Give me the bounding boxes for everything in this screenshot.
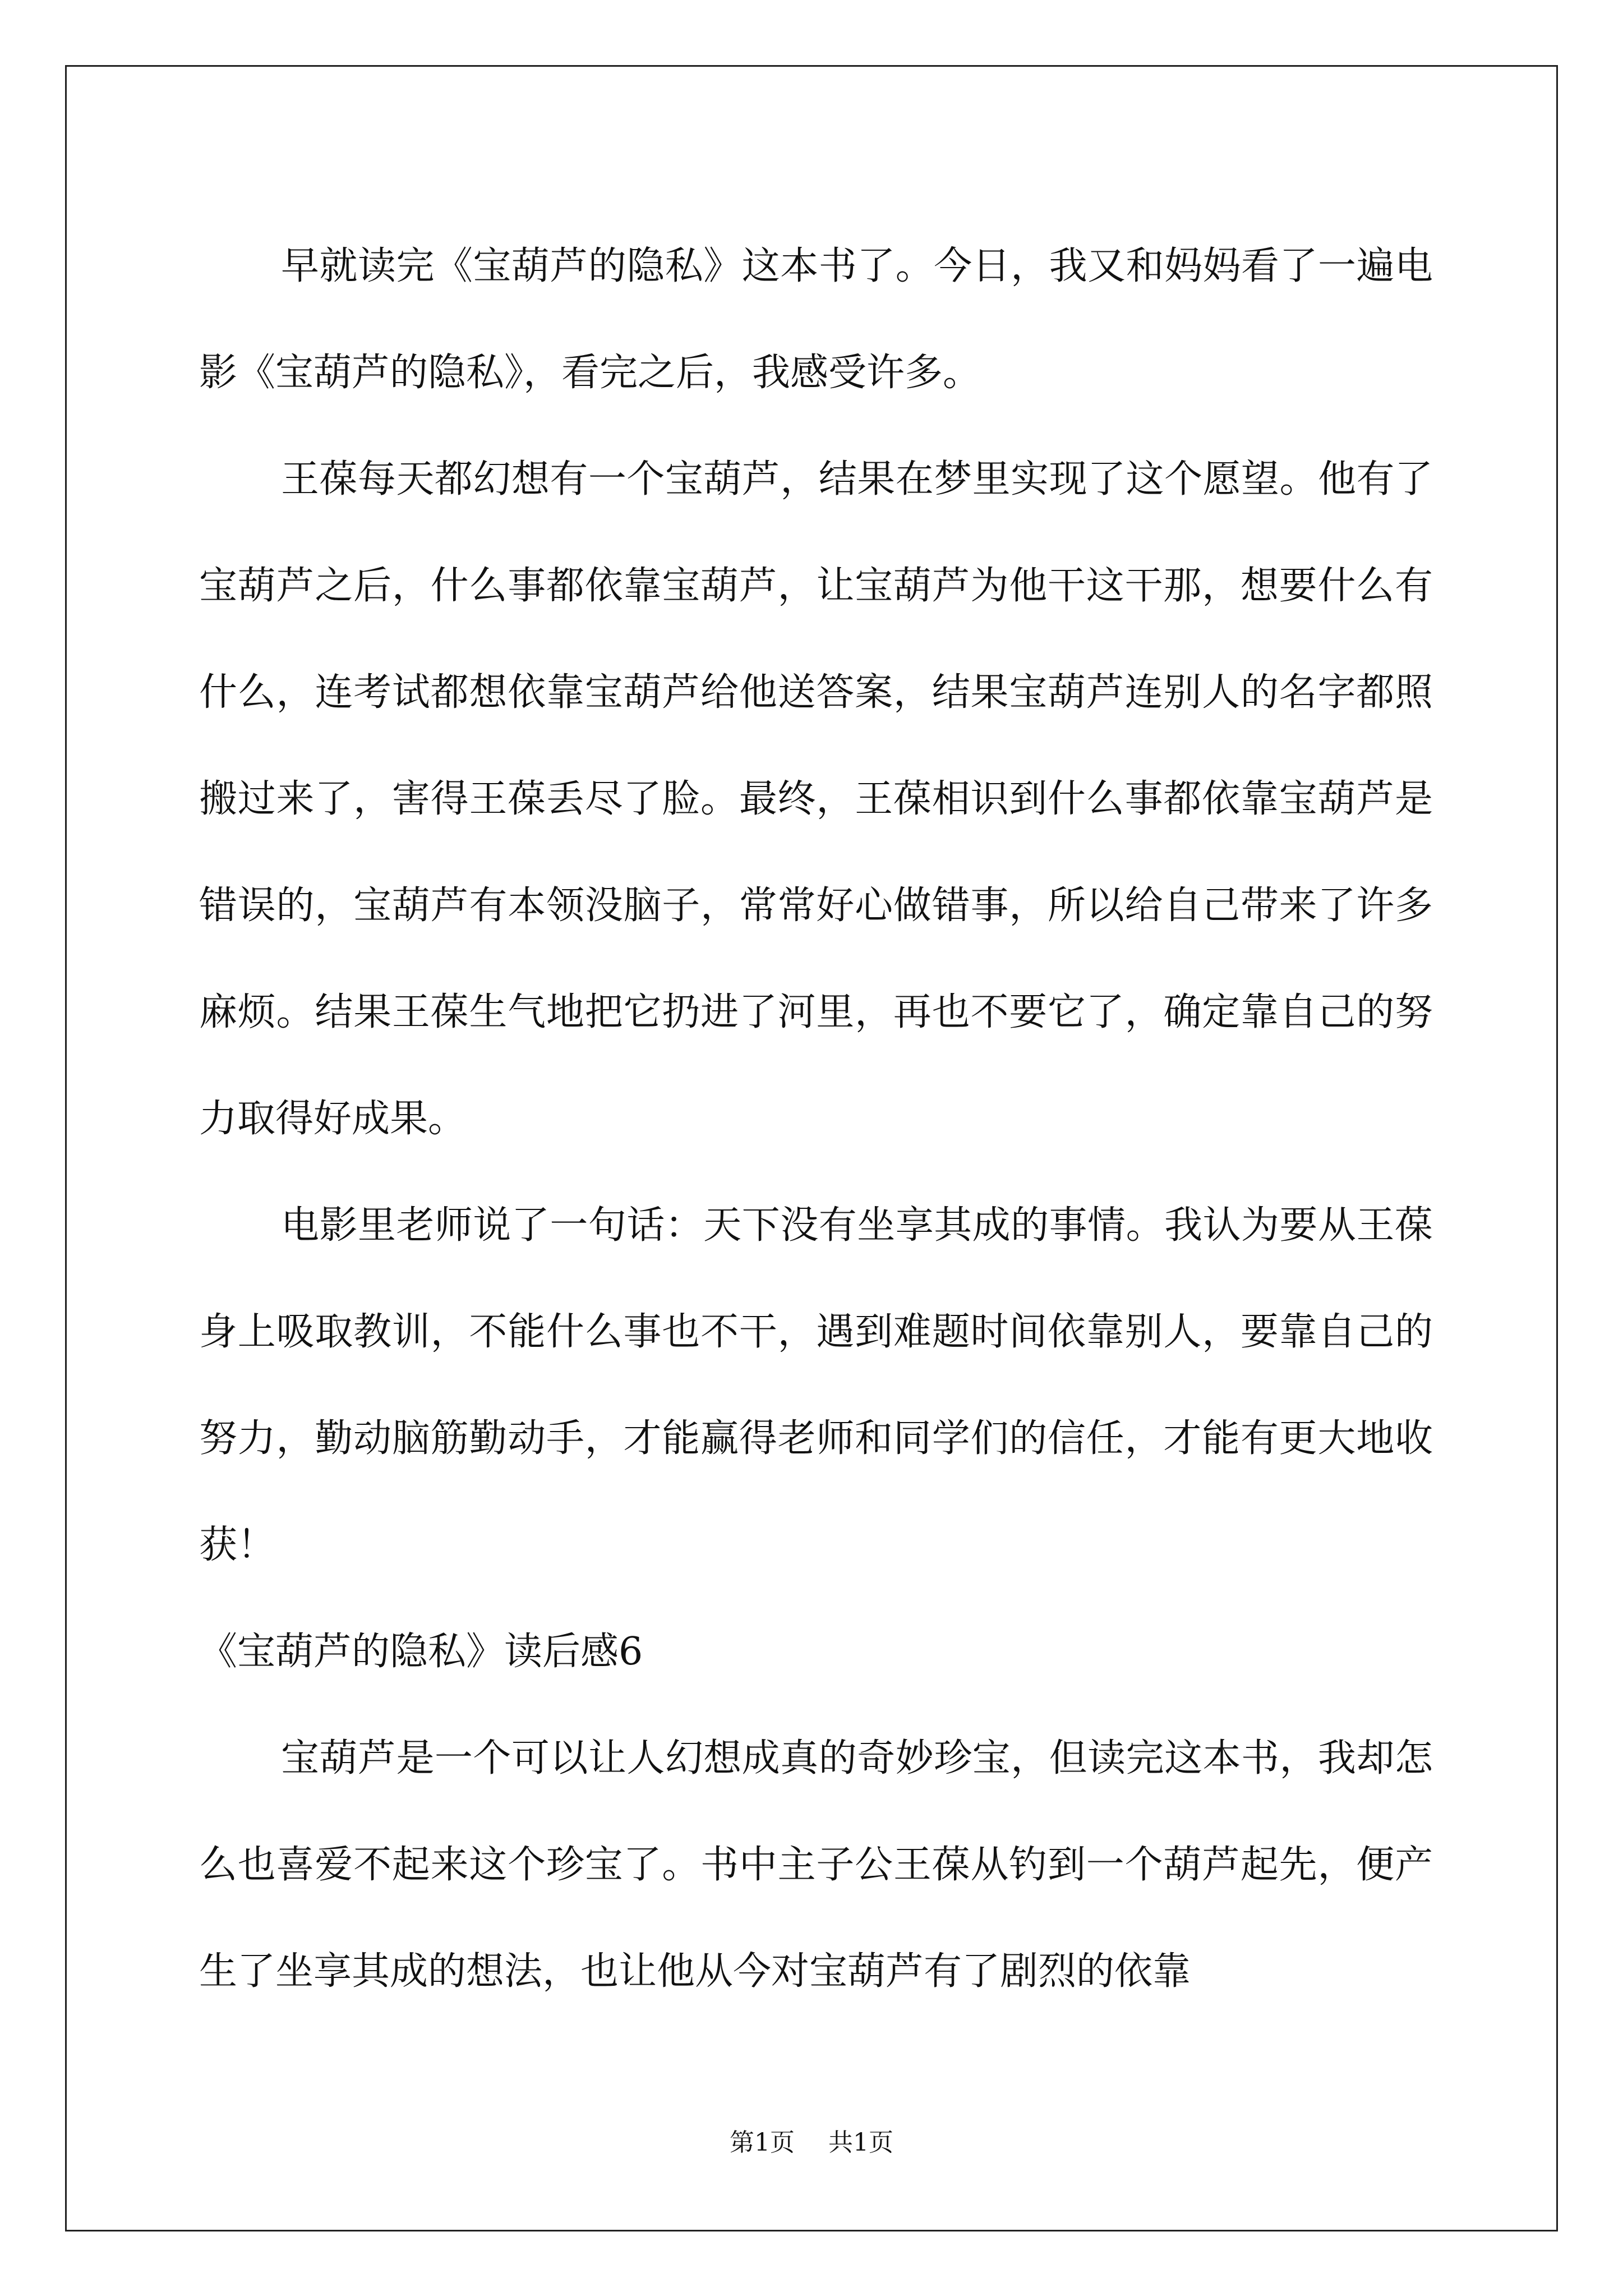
page-number-total: 共1页: [828, 2128, 893, 2157]
document-body: [199, 213, 1433, 2025]
paragraph-4: 宝葫芦是一个可以让人幻想成真的奇妙珍宝，但读完这本书，我却怎么也喜爱不起来这个珍宝了。书中主子公王葆从钓到一个葫芦起先，便产生了坐享其成的想法，也让他从今对宝葫芦有了剧烈的依靠: [199, 1736, 1433, 1994]
paragraph-3: 电影里老师说了一句话：天下没有坐享其成的事情。我认为要从王葆身上吸取教训，不能什么事也不干，遇到难题时间依靠别人，要靠自己的努力，勤动脑筋勤动手，才能赢得老师和同学们的信任，才能有更大地收获！: [199, 1203, 1433, 1567]
section-heading: 《宝葫芦的隐私》读后感6: [199, 1630, 643, 1674]
paragraph-2: 王葆每天都幻想有一个宝葫芦，结果在梦里实现了这个愿望。他有了宝葫芦之后，什么事都依靠宝葫芦，让宝葫芦为他干这干那，想要什么有什么，连考试都想依靠宝葫芦给他送答案，结果宝葫芦连别人的名字都照搬过来了，害得王葆丢尽了脸。最终，王葆相识到什么事都依靠宝葫芦是错误的，宝葫芦有本领没脑子，常常好心做错事，所以给自己带来了许多麻烦。结果王葆生气地把它扔进了河里，再也不要它了，确定靠自己的努力取得好成果。: [199, 457, 1433, 1141]
paragraph-1: 早就读完《宝葫芦的隐私》这本书了。今日，我又和妈妈看了一遍电影《宝葫芦的隐私》，看完之后，我感受许多。: [199, 244, 1433, 395]
page-footer: [0, 2127, 1623, 2159]
page-number-current: 第1页: [730, 2128, 795, 2157]
